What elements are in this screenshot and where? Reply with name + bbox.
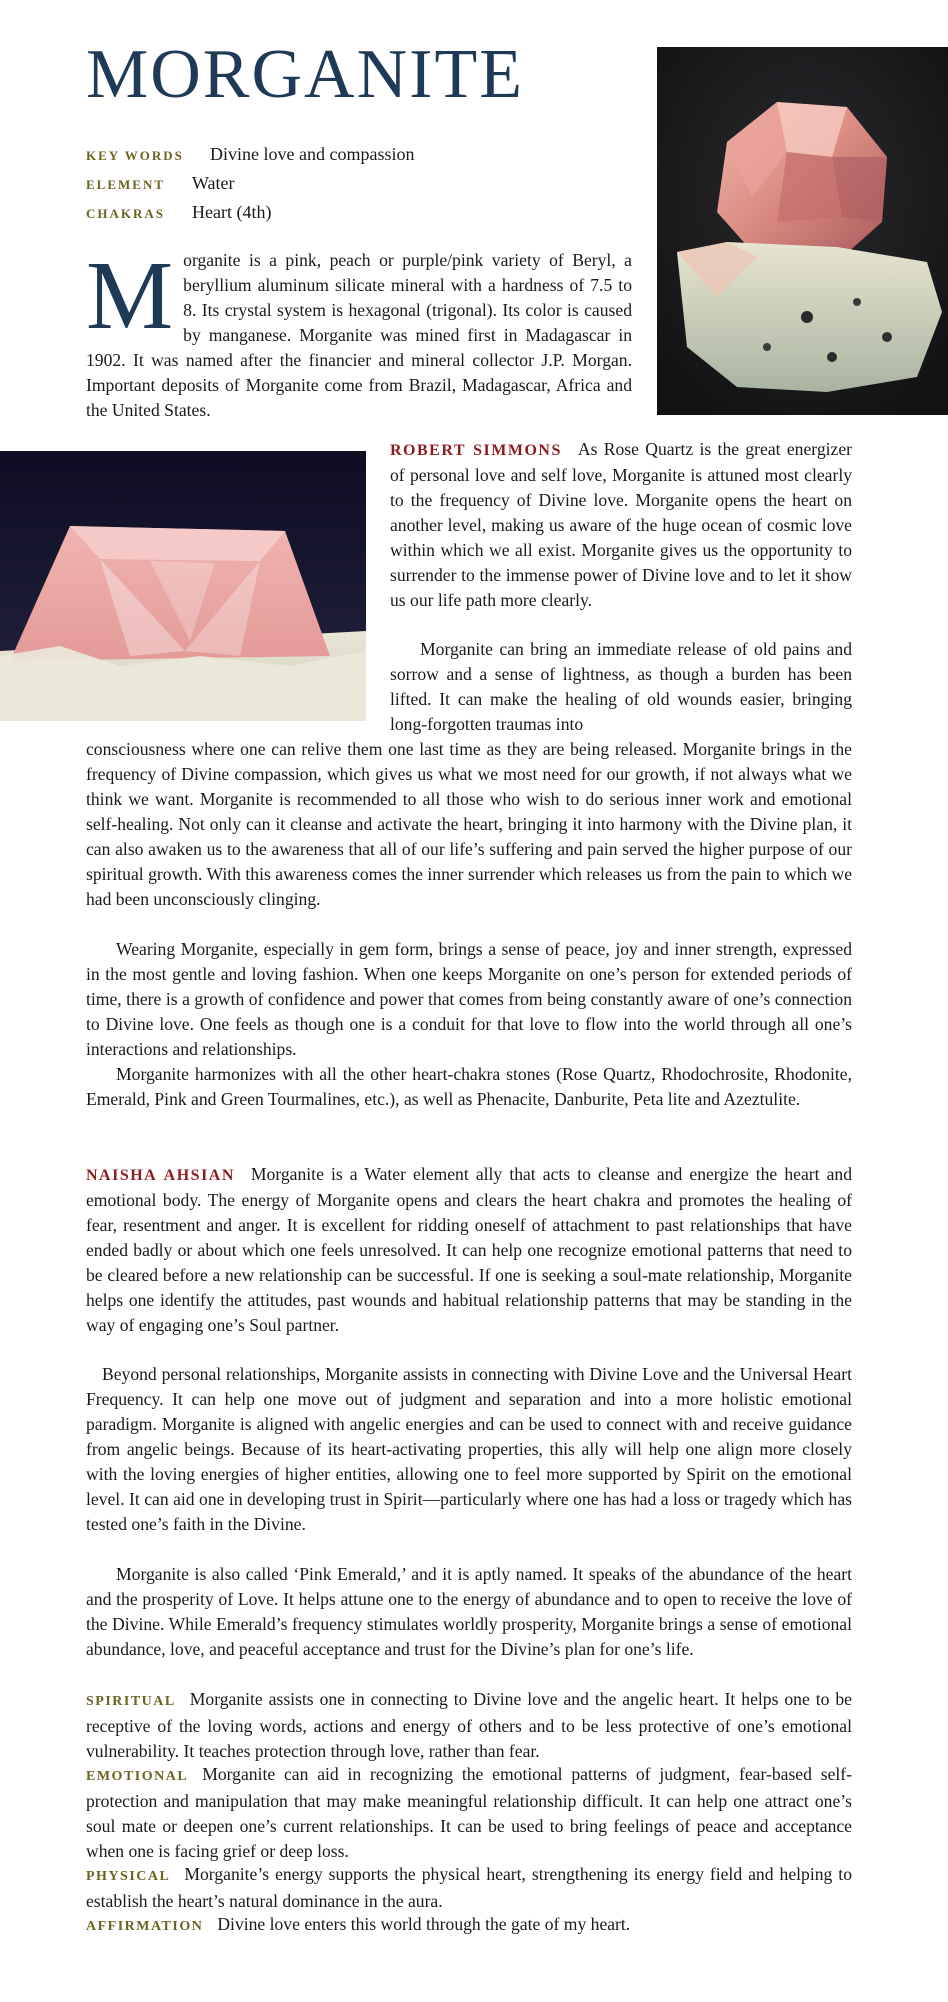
- intro-paragraph: [86, 242, 632, 423]
- spiritual-section: [86, 1687, 852, 1764]
- naisha-ahsian-paragraph-3: [86, 1562, 852, 1662]
- naisha-ahsian-p2: Beyond personal relationships, Morganite assists in connecting with Divine Love and the Universal Heart Frequency. It can help one move out of judgment and separation and into a more holistic emotional paradigm. Morganite is aligned with angelic energies and can be used to connect with and receive guidance from angelic beings. Because of its heart-activating properties, this ally will help one align more closely with the loving energies of higher entities, allowing one to feel more supported by Spirit on the emotional level. It can aid one in developing trust in Spirit—particularly where one has had a loss or tragedy which has tested one’s faith in the Divine.: [86, 1364, 852, 1534]
- robert-simmons-p4: Morganite harmonizes with all the other heart-chakra stones (Rose Quartz, Rhodochrosite, Rhodonite, Emerald, Pink and Green Tourmalines, etc.), as well as Phenacite, Danburite, Peta lite and Azeztulite.: [86, 1064, 852, 1109]
- spiritual-label: SPIRITUAL: [86, 1694, 176, 1709]
- robert-simmons-p1: As Rose Quartz is the great energizer of personal love and self love, Morganite is attuned most clearly to the frequency of Divine love. Morganite opens the heart on another level, making us aware of the huge ocean of cosmic love within which we all exist. Morganite gives us the opportunity to surrender to the immense power of Divine love and to let it show us our life path more clearly.: [390, 439, 852, 610]
- affirmation-label: AFFIRMATION: [86, 1919, 204, 1934]
- element-label: ELEMENT: [86, 177, 166, 192]
- naisha-ahsian-p1: Morganite is a Water element ally that acts to cleanse and energize the heart and emotional body. The energy of Morganite opens and clears the heart chakra and promotes the healing of fear, resentment and anger. It is excellent for ridding oneself of attachment to past relationships that have ended badly or about which one feels unresolved. It can help one recognize emotional patterns that need to be cleared before a new relationship can be successful. If one is seeking a soul-mate relationship, Morganite helps one identify the attitudes, past wounds and habitual relationship patterns that may be standing in the way of engaging one’s Soul partner.: [86, 1164, 853, 1335]
- naisha-ahsian-paragraph-2: [86, 1362, 852, 1537]
- robert-simmons-p2: Morganite can bring an immediate release of old pains and sorrow and a sense of lightness, as though a burden has been lifted. It can make the healing of old wounds easier, bringing long-forgotten traumas into: [390, 639, 852, 734]
- naisha-ahsian-p3: Morganite is also called ‘Pink Emerald,’ and it is aptly named. It speaks of the abundance of the heart and the prosperity of Love. It helps attune one to the energy of abundance and to open to receive the love of the Divine. While Emerald’s frequency stimulates worldly prosperity, Morganite brings a sense of emotional abundance, love, and peaceful acceptance and trust for the Divine’s plan for one’s life.: [86, 1564, 852, 1659]
- element-row: [86, 171, 235, 197]
- spiritual-text: Morganite assists one in connecting to Divine love and the angelic heart. It helps one to be receptive of the loving words, actions and energy of others and to be less protective of one’s emotional vulnerability. It teaches protection through love, rather than fear.: [86, 1689, 852, 1761]
- morganite-crystal-photo: [657, 47, 948, 415]
- intro-dropcap: M: [86, 242, 174, 350]
- robert-simmons-paragraph-2-cont: [86, 737, 852, 912]
- physical-section: [86, 1862, 852, 1914]
- physical-label: PHYSICAL: [86, 1869, 171, 1884]
- naisha-ahsian-paragraph-1: [86, 1162, 852, 1338]
- emotional-text: Morganite can aid in recognizing the emotional patterns of judgment, fear-based self-protection and manipulation that may make meaningful relationship difficult. It can help one attract one’s soul mate or deepen one’s current relationships. It can be used to bring feelings of peace and acceptance when one is facing grief or deep loss.: [86, 1764, 852, 1861]
- emotional-section: [86, 1762, 852, 1864]
- robert-simmons-paragraph-3: [86, 937, 852, 1062]
- keywords-value: Divine love and compassion: [210, 144, 415, 164]
- robert-simmons-paragraph-2: [390, 637, 852, 737]
- chakras-row: [86, 200, 271, 226]
- morganite-crystal-photo-2: [0, 451, 366, 721]
- keywords-row: [86, 142, 414, 168]
- robert-simmons-paragraph-1: [390, 437, 852, 613]
- robert-simmons-author: ROBERT SIMMONS: [390, 442, 562, 459]
- robert-simmons-p2-cont: consciousness where one can relive them one last time as they are being released. Morganite brings in the frequency of Divine compassion, which gives us what we most need for our growth, if not always what we think we want. Morganite is recommended to all those who wish to do serious inner work and emotional self-healing. Not only can it cleanse and activate the heart, bringing it into harmony with the Divine plan, it can also awaken us to the awareness that all of our life’s suffering and pain served the higher purpose of our spiritual growth. With this awareness comes the inner surrender which releases us from the pain to which we had been unconsciously clinging.: [86, 739, 852, 909]
- robert-simmons-p3: Wearing Morganite, especially in gem form, brings a sense of peace, joy and inner strength, expressed in the most gentle and loving fashion. When one keeps Morganite on one’s person for extended periods of time, there is a growth of confidence and power that comes from being constantly aware of one’s connection to Divine love. One feels as though one is a conduit for that love to flow into the world through all one’s interactions and relationships.: [86, 939, 852, 1059]
- affirmation-section: [86, 1912, 852, 1939]
- element-value: Water: [192, 173, 235, 193]
- chakras-label: CHAKRAS: [86, 206, 166, 221]
- robert-simmons-paragraph-4: [86, 1062, 852, 1112]
- affirmation-text: Divine love enters this world through the gate of my heart.: [217, 1914, 631, 1934]
- page-title: MORGANITE: [86, 36, 524, 113]
- physical-text: Morganite’s energy supports the physical heart, strengthening its energy field and helping to establish the heart’s natural dominance in the aura.: [86, 1864, 852, 1911]
- naisha-ahsian-author: NAISHA AHSIAN: [86, 1167, 235, 1184]
- emotional-label: EMOTIONAL: [86, 1769, 189, 1784]
- keywords-label: KEY WORDS: [86, 148, 184, 163]
- intro-text: organite is a pink, peach or purple/pink variety of Beryl, a beryllium aluminum silicate mineral with a hardness of 7.5 to 8. Its crystal system is hexagonal (trigonal). Its color is caused by manganese. Morganite was mined first in Madagascar in 1902. It was named after the financier and mineral collector J.P. Morgan. Important deposits of Morganite come from Brazil, Madagascar, Africa and the United States.: [86, 250, 632, 420]
- chakras-value: Heart (4th): [192, 202, 272, 222]
